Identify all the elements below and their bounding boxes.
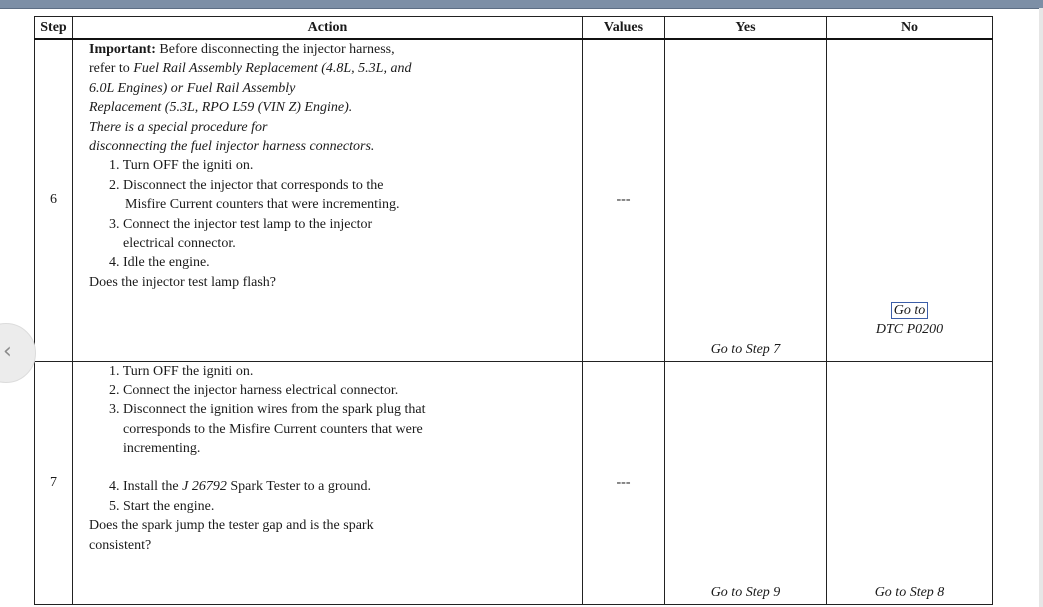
yes-cell — [665, 361, 827, 604]
window-top-bar — [0, 0, 1043, 9]
action-line: 6.0L Engines) or Fuel Rail Assembly — [89, 80, 296, 96]
important-line — [89, 40, 582, 59]
action-question: Does the spark jump the tester gap and is the spark — [89, 518, 374, 534]
action-step: 5. Start the engine. — [109, 498, 215, 514]
header-values: Values — [583, 17, 665, 40]
spacer — [89, 458, 582, 477]
chevron-left-icon: ‹ — [3, 339, 12, 364]
action-step: 4. Install the J 26792 Spark Tester to a ground. — [109, 479, 372, 495]
action-cell — [73, 361, 583, 604]
action-question: consistent? — [89, 537, 152, 553]
table-header-row — [35, 17, 993, 40]
header-action: Action — [73, 17, 583, 40]
step-number: 7 — [35, 361, 73, 604]
dtc-reference: DTC P0200 — [875, 321, 944, 337]
fuel-rail-reference: Fuel Rail Assembly Replacement (4.8L, 5.3L, and — [133, 61, 412, 77]
note-line: There is a special procedure for — [89, 119, 268, 135]
yes-cell — [665, 39, 827, 361]
note-line: disconnecting the fuel injector harness connectors. — [89, 138, 375, 154]
important-text: Before disconnecting the injector harness, — [155, 42, 395, 57]
scrollbar-edge[interactable] — [1039, 8, 1043, 607]
action-step: 2. Connect the injector harness electrical connector. — [109, 382, 399, 398]
action-step: Misfire Current counters that were incrementing. — [125, 197, 400, 213]
previous-page-button[interactable] — [0, 323, 36, 383]
step-number: 6 — [35, 39, 73, 361]
diagnostic-table — [34, 16, 993, 605]
action-cell — [73, 39, 583, 361]
no-link[interactable]: Go to Step 8 — [874, 584, 945, 600]
action-step: electrical connector. — [123, 235, 236, 251]
table-row-step-6 — [35, 39, 993, 361]
values-cell: --- — [583, 361, 665, 604]
header-no: No — [827, 17, 993, 40]
action-step: 2. Disconnect the injector that corresponds to the — [109, 177, 384, 193]
action-step: 3. Disconnect the ignition wires from the spark plug that — [109, 402, 426, 418]
action-line: Replacement (5.3L, RPO L59 (VIN Z) Engine). — [89, 100, 353, 116]
yes-link[interactable]: Go to Step 7 — [710, 341, 781, 357]
action-step: 3. Connect the injector test lamp to the injector — [109, 216, 373, 232]
important-label: Important: — [89, 42, 156, 57]
action-step: 1. Turn OFF the igniti on. — [109, 363, 254, 379]
tool-reference[interactable]: J 26792 — [182, 479, 227, 495]
yes-link[interactable]: Go to Step 9 — [710, 584, 781, 600]
no-cell — [827, 361, 993, 604]
table-row-step-7 — [35, 361, 993, 604]
go-to-link[interactable]: Go to — [891, 302, 929, 319]
action-question: Does the injector test lamp flash? — [89, 274, 276, 290]
no-cell — [827, 39, 993, 361]
action-step: 4. Idle the engine. — [109, 255, 210, 271]
action-step: 1. Turn OFF the igniti on. — [109, 158, 254, 174]
action-step: corresponds to the Misfire Current counters that were — [123, 421, 423, 437]
header-yes: Yes — [665, 17, 827, 40]
values-cell: --- — [583, 39, 665, 361]
action-line: refer to Fuel Rail Assembly Replacement (4.8L, 5.3L, and — [89, 61, 412, 77]
action-step: incrementing. — [123, 441, 201, 457]
header-step: Step — [35, 17, 73, 40]
